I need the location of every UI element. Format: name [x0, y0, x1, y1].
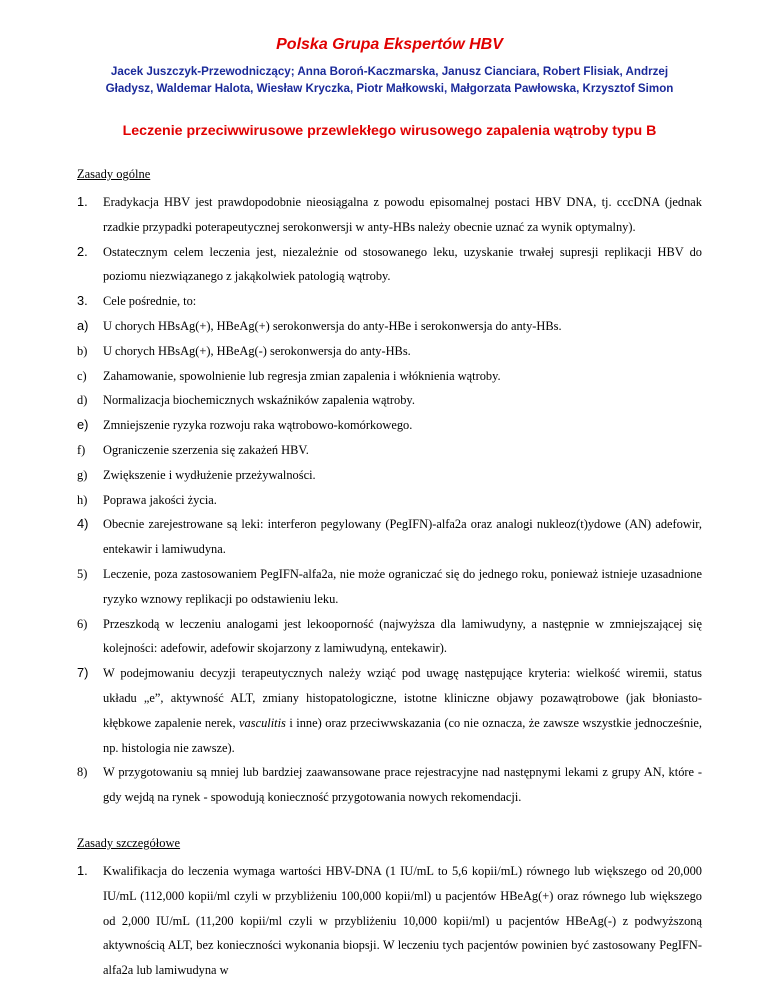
list-marker: 6): [77, 616, 88, 631]
authors-line-2: Gładysz, Waldemar Halota, Wiesław Kryczka, Piotr Małkowski, Małgorzata Pawłowska, Krzysztof Simon: [105, 82, 674, 95]
list-item-text: [103, 666, 702, 754]
list-item: [77, 488, 702, 513]
detailed-rules-list: [77, 859, 702, 983]
list-marker: h): [77, 492, 88, 507]
authors-list: [55, 63, 724, 97]
list-marker: e): [77, 417, 89, 433]
list-item-text: Zwiększenie i wydłużenie przeżywalności.: [103, 467, 316, 482]
list-item-text: W przygotowaniu są mniej lub bardziej zaawansowane prace rejestracyjne nad następnymi lekami z grupy AN, które - gdy wejdą na rynek - spowodują konieczność przygotowania nowych rekomendacji.: [103, 765, 702, 805]
list-marker: 1.: [77, 194, 88, 209]
list-marker: 2.: [77, 243, 88, 259]
list-marker: g): [77, 467, 88, 482]
list-item: [77, 463, 702, 488]
italic-term: vasculitis: [239, 715, 286, 730]
list-item-text: Kwalifikacja do leczenia wymaga wartości HBV-DNA (1 IU/mL to 5,6 kopii/mL) równego lub większego od 20,000 IU/mL (112,000 kopii/ml czyli w przybliżeniu 100,000 kopii/ml) u pacjentów HBeAg(+) oraz równego lub większego od 2,000 IU/mL (11,200 kopii/ml czyli w przybliżeniu 10,000 kopii/ml) u pacjentów HBeAg(-) z podwyższoną aktywnością ALT, bez konieczności wykonania biopsji. W leczeniu tych pacjentów powinien być zastosowany PegIFN-alfa2a lub lamiwudyna w: [103, 863, 702, 978]
list-item-text-part: i inne) oraz przeciwwskazania (co nie oznacza, że zawsze wszystkie jednocześnie, np. histologia nie zawsze).: [103, 715, 702, 755]
list-marker: 8): [77, 765, 88, 780]
document-title: Polska Grupa Ekspertów HBV: [276, 36, 503, 53]
list-item-text: Cele pośrednie, to:: [103, 294, 197, 309]
list-item: [77, 859, 702, 983]
list-marker: f): [77, 442, 86, 457]
list-item-text: Leczenie, poza zastosowaniem PegIFN-alfa2a, nie może ograniczać się do jednego roku, ponieważ istnieje uzasadnione ryzyko wznowy replikacji po odstawieniu leku.: [103, 566, 702, 606]
list-item: [77, 339, 702, 364]
section-heading-general: Zasady ogólne: [77, 167, 151, 181]
list-item-text: Zmniejszenie ryzyka rozwoju raka wątrobowo-komórkowego.: [103, 418, 413, 433]
general-rules-list: [77, 190, 702, 810]
list-item-text: Zahamowanie, spowolnienie lub regresja zmian zapalenia i włóknienia wątroby.: [103, 368, 501, 383]
list-item-text: Przeszkodą w leczeniu analogami jest lekooporność (najwyższa dla lamiwudyny, a następnie w zmniejszającej się kolejności: adefowir, adefowir skojarzony z lamiwudyną, entekawir).: [103, 616, 702, 656]
list-marker: 5): [77, 566, 88, 581]
authors-line-1: Jacek Juszczyk-Przewodniczący; Anna Boroń-Kaczmarska, Janusz Cianciara, Robert Flisiak, Andrzej: [110, 65, 669, 78]
list-item-text: Normalizacja biochemicznych wskaźników zapalenia wątroby.: [103, 393, 415, 408]
list-item: [77, 438, 702, 463]
list-item: [77, 388, 702, 413]
list-item: [77, 289, 702, 314]
list-item-text: U chorych HBsAg(+), HBeAg(-) serokonwersja do anty-HBs.: [103, 343, 411, 358]
list-marker: 1.: [77, 862, 88, 878]
list-item: [77, 413, 702, 438]
section-heading-detailed: Zasady szczegółowe: [77, 835, 181, 850]
list-item-text-part: W podejmowaniu decyzji terapeutycznych należy wziąć pod uwagę następujące kryteria: wielkość wiremii, status układu „e”, aktywność ALT, zmiany histopatologiczne, istotne kliniczne objawy pozawątrobowe (jak błoniasto-kłębkowe zapalenie nerek,: [103, 666, 702, 730]
list-item-text: Obecnie zarejestrowane są leki: interferon pegylowany (PegIFN)-alfa2a oraz analogi nukleoz(t)ydowe (AN) adefowir, entekawir i lamiwudyna.: [103, 517, 702, 557]
list-item: [77, 661, 702, 760]
list-item: [77, 562, 702, 612]
list-marker: 3.: [77, 293, 88, 309]
list-item-text: Ostatecznym celem leczenia jest, niezależnie od stosowanego leku, uzyskanie trwałej supresji replikacji HBV do poziomu niezwiązanego z jakąkolwiek patologią wątroby.: [103, 244, 702, 284]
list-item: [77, 314, 702, 339]
list-marker: c): [77, 368, 87, 383]
list-item-text: Eradykacja HBV jest prawdopodobnie nieosiągalna z powodu episomalnej postaci HBV DNA, tj. cccDNA (jednak rzadkie przypadki poterapeutycznej serokonwersji w anty-HBs należy obecnie uznać za wynik optymalny).: [103, 195, 702, 234]
list-item: [77, 190, 702, 240]
list-item-text: Ograniczenie szerzenia się zakażeń HBV.: [103, 442, 309, 457]
list-marker: a): [77, 317, 89, 333]
list-item-text: U chorych HBsAg(+), HBeAg(+) serokonwersja do anty-HBe i serokonwersja do anty-HBs.: [103, 318, 562, 333]
list-marker: 7): [77, 665, 89, 681]
list-marker: 4): [77, 516, 89, 532]
list-marker: d): [77, 393, 88, 408]
list-item: [77, 364, 702, 389]
list-item: [77, 612, 702, 662]
list-marker: b): [77, 343, 88, 358]
list-item: [77, 512, 702, 562]
list-item: [77, 240, 702, 290]
document-subtitle: Leczenie przeciwwirusowe przewlekłego wirusowego zapalenia wątroby typu B: [122, 123, 657, 139]
list-item: [77, 760, 702, 810]
list-item-text: Poprawa jakości życia.: [103, 492, 217, 507]
